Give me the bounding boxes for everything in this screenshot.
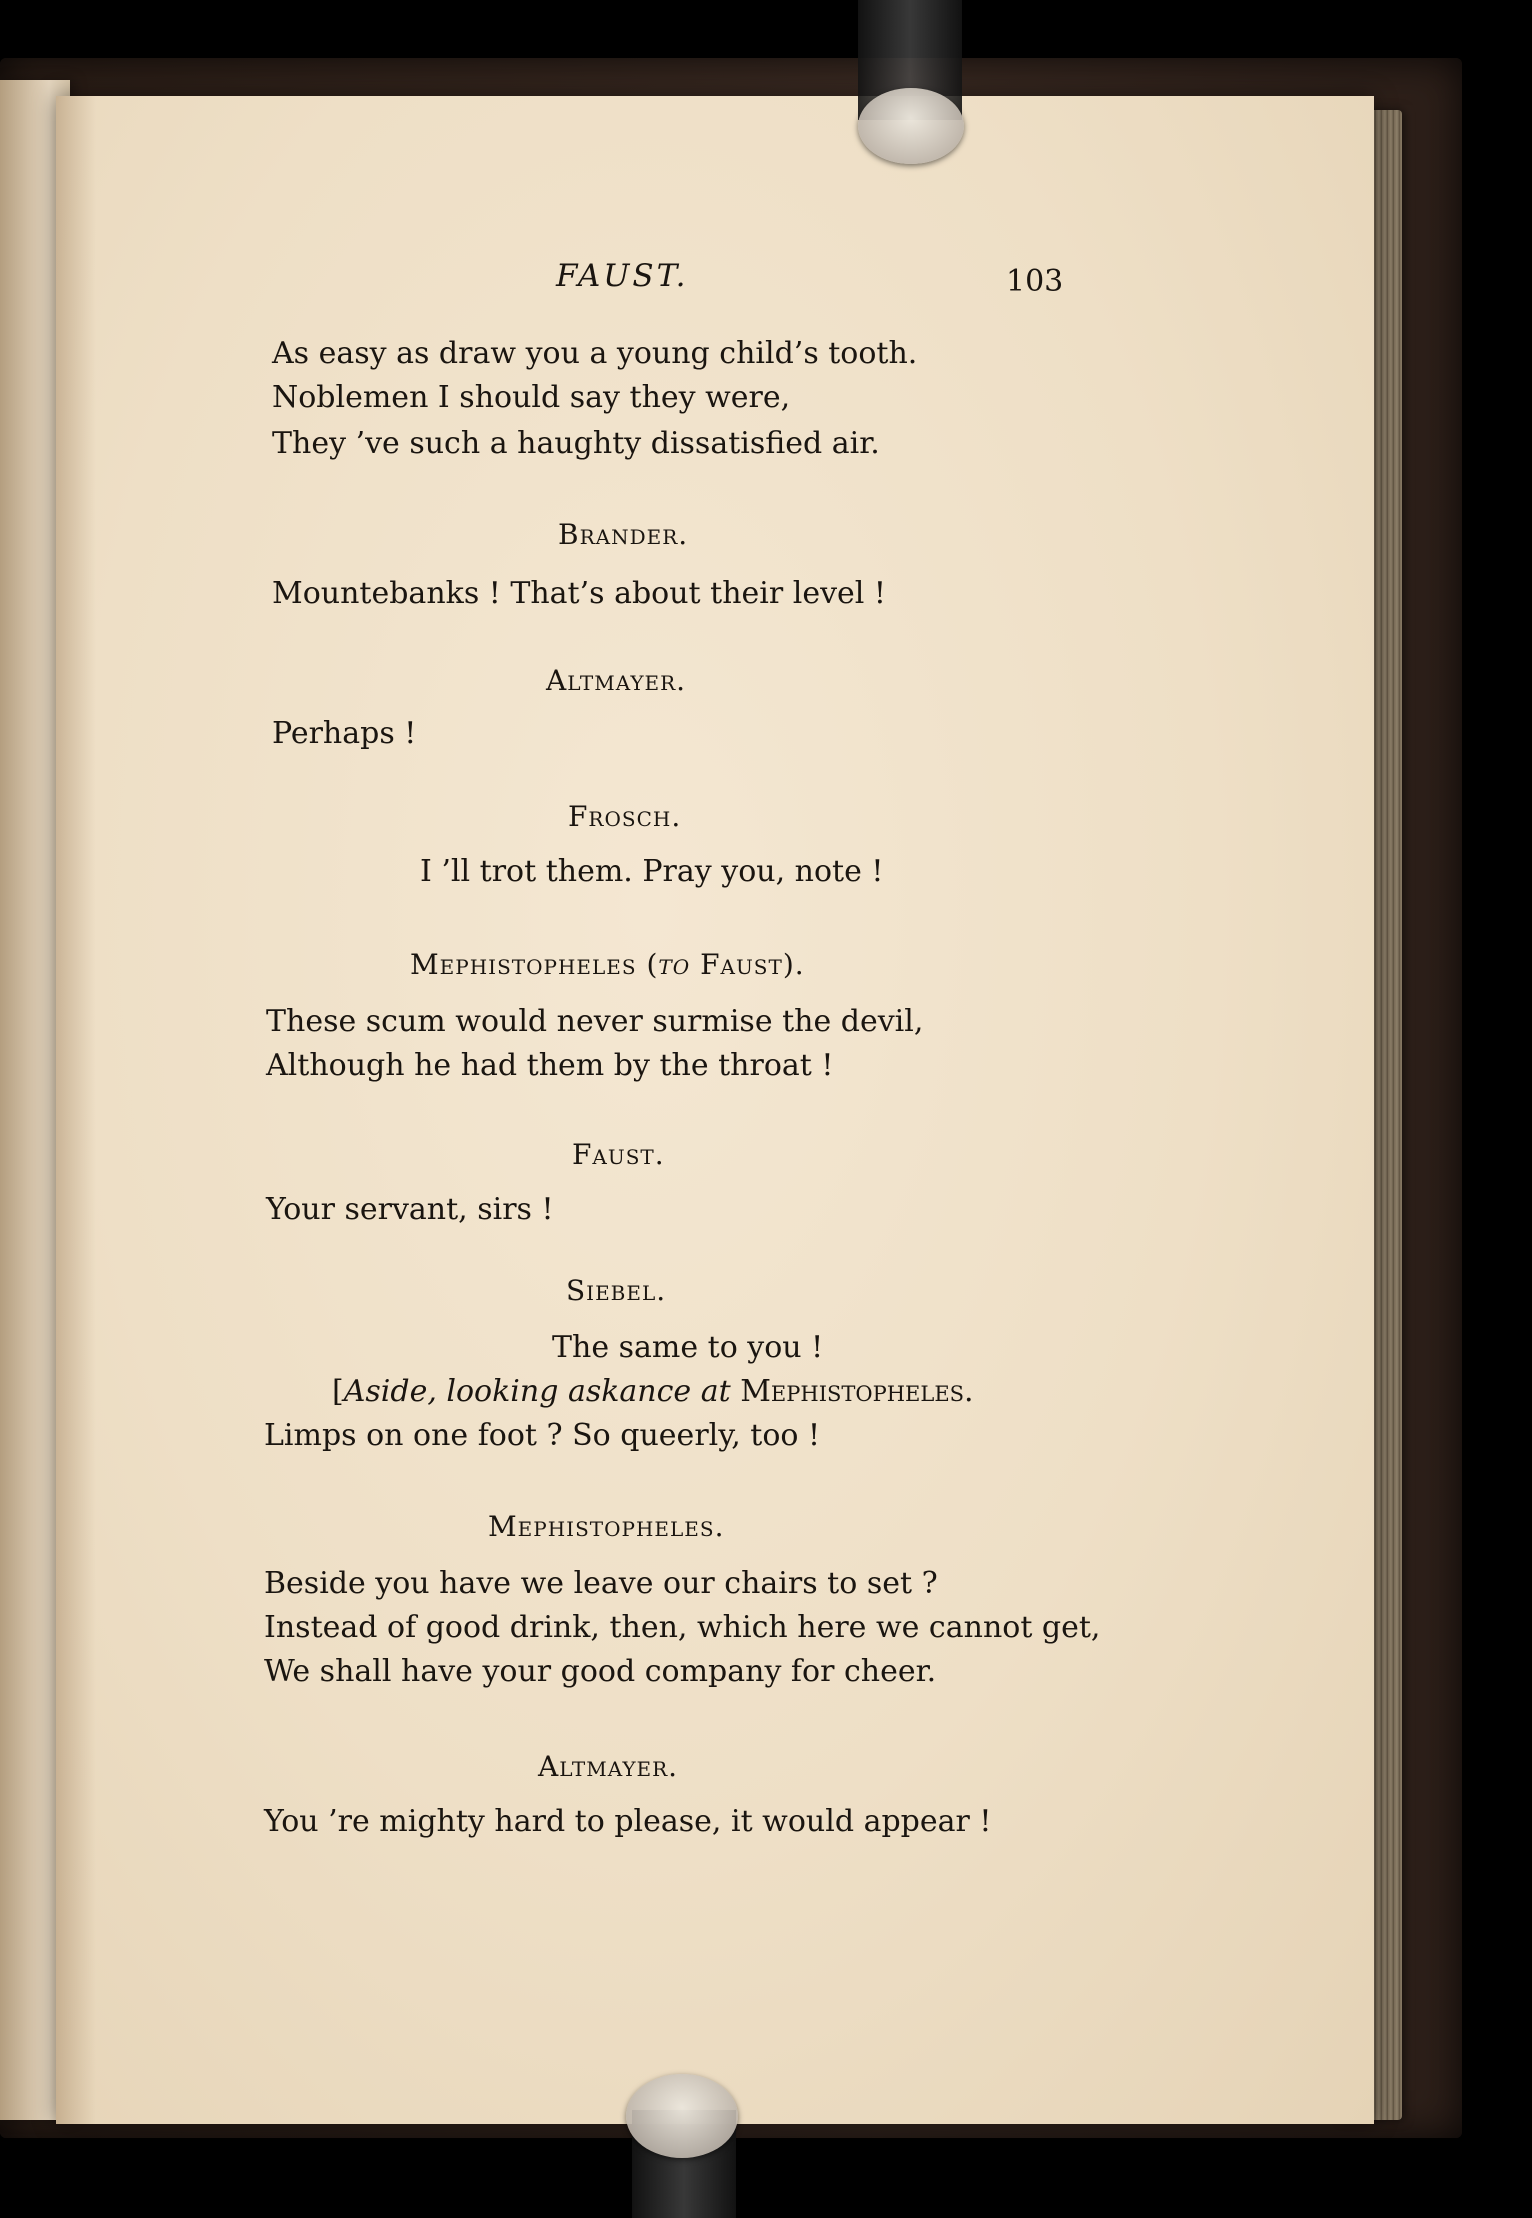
speaker-name: Faust.	[572, 1138, 665, 1171]
text-line: These scum would never surmise the devil,	[266, 1004, 924, 1039]
page-clip-bottom	[626, 2074, 738, 2158]
text-line: Perhaps !	[272, 716, 417, 751]
text-line: Your servant, sirs !	[266, 1192, 554, 1227]
running-head: FAUST.	[556, 258, 689, 294]
text-line: As easy as draw you a young child’s tooth.	[272, 336, 918, 371]
text-line: Instead of good drink, then, which here we cannot get,	[264, 1610, 1101, 1645]
stage-direction-line: [Aside, looking askance at Mephistopheles.	[332, 1374, 974, 1409]
addressee-name: Faust	[700, 948, 783, 981]
text-line: Although he had them by the throat !	[266, 1048, 834, 1083]
speaker-name: Brander.	[558, 518, 689, 551]
stage-direction: to	[658, 948, 691, 981]
text-line: Noblemen I should say they were,	[272, 380, 791, 415]
speaker-name: Mephistopheles.	[740, 1374, 974, 1409]
speaker-name: Mephistopheles	[410, 948, 637, 981]
speaker-name: Siebel.	[566, 1274, 667, 1307]
text-line: They ’ve such a haughty dissatisfied air.	[272, 426, 880, 461]
text-line: Limps on one foot ? So queerly, too !	[264, 1418, 821, 1453]
text-line: The same to you !	[552, 1330, 824, 1365]
speaker-name: Mephistopheles.	[488, 1510, 725, 1543]
text-line: I ’ll trot them. Pray you, note !	[420, 854, 884, 889]
speaker-name: Altmayer.	[546, 664, 687, 697]
speaker-heading: Mephistopheles (to Faust).	[410, 948, 805, 981]
stage-direction: Aside, looking askance at	[343, 1374, 731, 1409]
page-clip-top	[858, 88, 964, 164]
speaker-name: Altmayer.	[538, 1750, 679, 1783]
page-number: 103	[1006, 264, 1064, 299]
text-line: We shall have your good company for cheer.	[264, 1654, 937, 1689]
speaker-name: Frosch.	[568, 800, 682, 833]
text-line: Mountebanks ! That’s about their level !	[272, 576, 886, 611]
text-line: You ’re mighty hard to please, it would appear !	[264, 1804, 992, 1839]
text-line: Beside you have we leave our chairs to set ?	[264, 1566, 938, 1601]
